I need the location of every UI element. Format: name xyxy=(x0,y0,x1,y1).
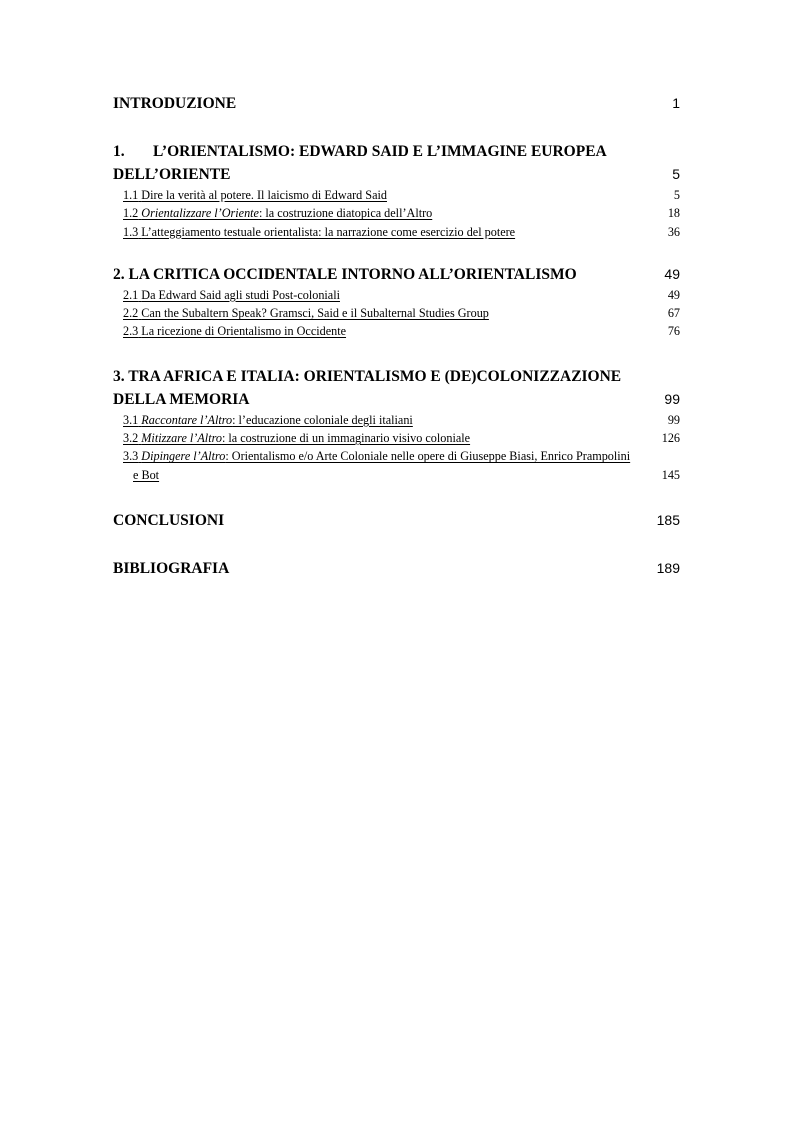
section-number: 3.3 xyxy=(123,449,139,464)
toc-entry-page: 99 xyxy=(664,390,680,407)
section-number: 1.1 xyxy=(123,188,139,202)
section-title: : la costruzione diatopica dell’Altro xyxy=(258,206,433,221)
section-page: 49 xyxy=(667,287,680,302)
toc-section-1-1[interactable] xyxy=(113,186,680,204)
section-title-continued: e Bot xyxy=(133,467,160,482)
toc-chapter-3 xyxy=(113,366,680,484)
toc-chapter-1 xyxy=(113,141,680,241)
section-page: 99 xyxy=(667,412,680,427)
toc-chapter-title: L’ORIENTALISMO: EDWARD SAID E L’IMMAGINE EUROPEA xyxy=(153,143,607,160)
section-title: : Orientalismo e/o Arte Coloniale nelle opere di Giuseppe Biasi, Enrico Prampolini xyxy=(225,449,631,464)
toc-entry-title: INTRODUZIONE xyxy=(113,95,237,112)
toc-chapter-2-title[interactable] xyxy=(113,263,680,286)
section-number: 2.3 xyxy=(123,324,139,339)
section-title-italic: Mitizzare l’Altro xyxy=(141,431,222,446)
section-title-italic: Dipingere l’Altro xyxy=(141,449,226,464)
toc-entry-page: 5 xyxy=(672,166,680,182)
toc-chapter-3-title-line1[interactable] xyxy=(113,366,680,388)
section-number: 3.2 xyxy=(123,431,139,446)
toc-chapter-1-title-line1[interactable] xyxy=(113,141,680,163)
toc-chapter-3-title-line2[interactable] xyxy=(113,388,680,411)
section-title: L’atteggiamento testuale orientalista: la narrazione come esercizio del potere xyxy=(141,224,516,239)
section-title: : l’educazione coloniale degli italiani xyxy=(232,412,413,427)
section-number: 1.3 xyxy=(123,224,139,239)
section-page: 5 xyxy=(673,188,680,202)
toc-entry-title: BIBLIOGRAFIA xyxy=(113,559,230,577)
toc-chapter-title: 3. TRA AFRICA E ITALIA: ORIENTALISMO E (DE)COLONIZZAZIONE xyxy=(113,367,622,385)
toc-entry-page: 185 xyxy=(656,511,680,528)
toc-entry-title: CONCLUSIONI xyxy=(113,511,225,529)
table-of-contents xyxy=(113,92,680,580)
section-title: Can the Subaltern Speak? Gramsci, Said e il Subalternal Studies Group xyxy=(141,306,489,321)
toc-section-3-2[interactable] xyxy=(113,429,680,447)
toc-chapter-number: 1. xyxy=(113,143,125,160)
section-number: 2.1 xyxy=(123,287,139,302)
section-title: Da Edward Said agli studi Post-coloniali xyxy=(141,287,340,302)
toc-section-2-2[interactable] xyxy=(113,304,680,322)
section-page: 145 xyxy=(661,467,680,482)
toc-section-2-1[interactable] xyxy=(113,286,680,304)
section-number: 3.1 xyxy=(123,412,139,427)
section-title: La ricezione di Orientalismo in Occidente xyxy=(141,324,347,339)
toc-chapter-title-continued: DELL’ORIENTE xyxy=(113,166,231,183)
toc-entry-page: 49 xyxy=(664,265,680,282)
section-title: Dire la verità al potere. Il laicismo di Edward Said xyxy=(141,188,387,202)
section-title-italic: Orientalizzare l’Oriente xyxy=(141,206,259,221)
section-number: 2.2 xyxy=(123,306,139,321)
toc-chapter-title-continued: DELLA MEMORIA xyxy=(113,390,250,408)
toc-chapter-2 xyxy=(113,263,680,341)
section-page: 76 xyxy=(667,324,680,339)
toc-entry-bibliografia[interactable] xyxy=(113,557,680,580)
toc-entry-page: 189 xyxy=(656,559,680,576)
toc-entry-conclusioni[interactable] xyxy=(113,509,680,532)
toc-section-3-3-continued[interactable] xyxy=(113,466,680,484)
section-title: : la costruzione di un immaginario visivo coloniale xyxy=(221,431,471,446)
section-page: 18 xyxy=(667,206,680,221)
toc-entry-page: 1 xyxy=(672,95,680,111)
toc-section-1-2[interactable] xyxy=(113,204,680,222)
section-page: 67 xyxy=(667,306,680,321)
section-page: 126 xyxy=(661,431,680,446)
toc-chapter-1-title-line2[interactable] xyxy=(113,163,680,186)
section-number: 1.2 xyxy=(123,206,139,221)
toc-section-3-3[interactable] xyxy=(113,447,680,465)
toc-entry-introduzione[interactable] xyxy=(113,92,680,115)
toc-section-3-1[interactable] xyxy=(113,411,680,429)
toc-chapter-title: 2. LA CRITICA OCCIDENTALE INTORNO ALL’ORIENTALISMO xyxy=(113,265,577,283)
toc-section-2-3[interactable] xyxy=(113,322,680,340)
toc-section-1-3[interactable] xyxy=(113,223,680,241)
section-title-italic: Raccontare l’Altro xyxy=(141,412,233,427)
section-page: 36 xyxy=(667,224,680,239)
